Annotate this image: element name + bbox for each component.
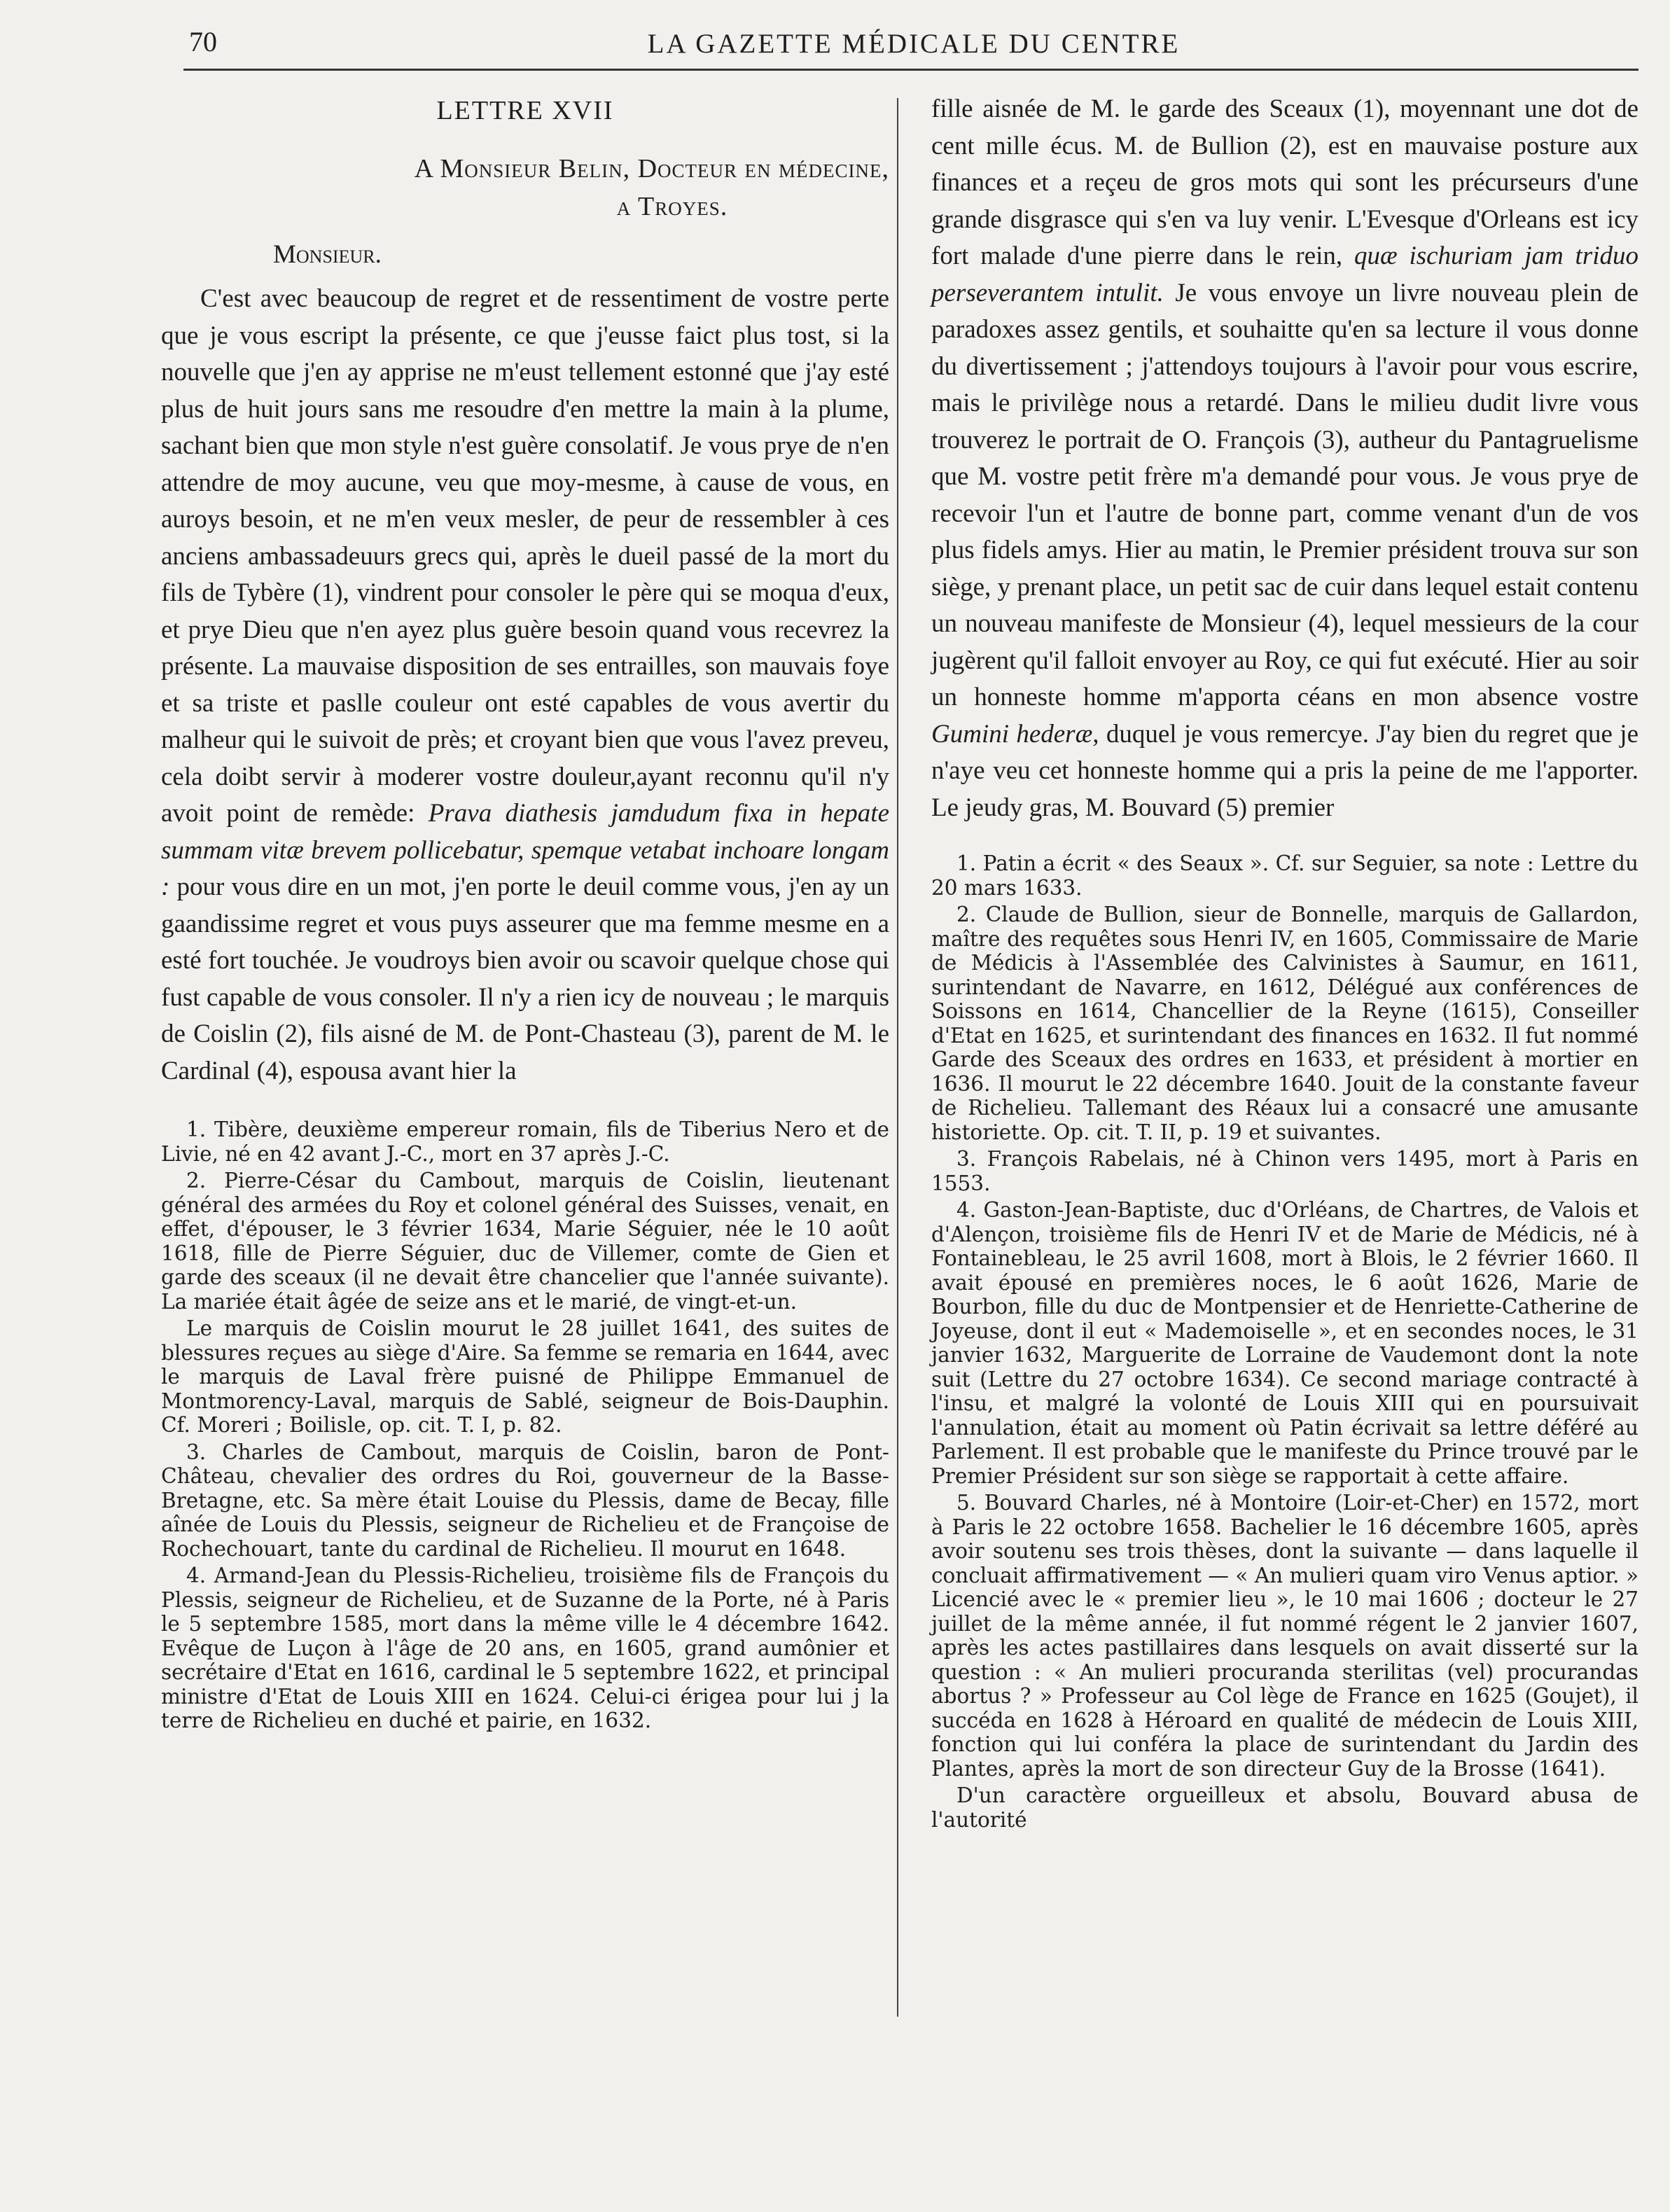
addressee-line-1: A Monsieur Belin, Docteur en médecine,: [414, 154, 889, 183]
footnote: D'un caractère orgueilleux et absolu, Bouvard abusa de l'autorité: [931, 1783, 1638, 1832]
footnote: Le marquis de Coislin mourut le 28 juillet 1641, des suites de blessures reçues au siège d'Aire. Sa femme se remaria en 1644, avec le marquis de Laval frère puisné de Philippe Emmanuel de Montmorency-Laval, marquis de Sablé, seigneur de Bois-Dauphin. Cf. Moreri ; Boilisle, op. cit. T. I, p. 82.: [161, 1316, 889, 1437]
footnote: 4. Gaston-Jean-Baptiste, duc d'Orléans, de Chartres, de Valois et d'Alençon, troisième fils de Henri IV et de Marie de Médicis, né à Fontainebleau, le 25 avril 1608, mort à Blois, le 2 février 1660. Il avait épousé en premières noces, le 6 août 1626, Marie de Bourbon, fille du duc de Montpensier et de Henriette-Catherine de Joyeuse, dont il eut « Mademoiselle », et en secondes noces, le 31 janvier 1632, Marguerite de Lorraine de Vaudemont dont la note suit (Lettre du 27 octobre 1634). Ce second mariage contracté à l'insu, et malgré la volonté de Louis XIII qui en poursuivait l'annulation, était au moment où Patin écrivait sa lettre déféré au Parlement. Il est probable que le manifeste du Prince trouvé par le Premier Président sur son siège se rapportait à cette affaire.: [931, 1198, 1638, 1488]
footnotes-left: [161, 1118, 889, 1733]
latin-quote: quæ ischuriam jam triduo perseverantem intulit.: [931, 242, 1639, 307]
footnote: 2. Pierre-César du Cambout, marquis de Coislin, lieutenant général des armées du Roy et colonel général des Suisses, venait, en effet, d'épouser, le 3 février 1634, Marie Séguier, née le 10 août 1618, fille de Pierre Séguier, duc de Villemer, comte de Gien et garde des sceaux (il ne devait être chancelier que l'année suivante). La mariée était âgée de seize ans et le marié, de vingt-et-un.: [161, 1169, 889, 1314]
salutation: Monsieur.: [273, 240, 382, 269]
footnote: 3. Charles de Cambout, marquis de Coislin, baron de Pont-Château, chevalier des ordres du Roi, gouverneur de la Basse-Bretagne, etc. Sa mère était Louise du Plessis, dame de Becay, fille aînée de Louis du Plessis, seigneur de Richelieu et de Françoise de Rochechouart, tante du cardinal de Richelieu. Il mourut en 1648.: [161, 1440, 889, 1561]
letter-title: LETTRE XVII: [436, 96, 614, 125]
body-text: C'est avec beaucoup de regret et de ressentiment de vostre perte que je vous escript la présente, ce que j'eusse faict plus tost, si la nouvelle que j'en ay apprise ne m'eust tellement estonné que j'ay esté plus de huit jours sans me resoudre d'en mettre la main à la plume, sachant bien que mon style n'est guère consolatif. Je vous prye de n'en attendre de moy aucune, veu que moy-mesme, à cause de vous, en auroys besoin, et ne m'en veux mesler, de peur de ressembler à ces anciens ambassadeuurs grecs qui, après le dueil passé de la mort du fils de Tybère (1), vindrent pour consoler le père qui se moqua d'eux, et prye Dieu que n'en ayez plus guère besoin quand vous recevrez la présente. La mauvaise disposition de ses entrailles, son mauvais foye et sa triste et paslle couleur ont esté capables de vous avertir du malheur qui le suivoit de près; et croyant bien que vous l'avez preveu, cela doibt servir à moderer vostre douleur,ayant reconnu qu'il n'y avoit point de remède:: [161, 284, 889, 828]
addressee: [161, 150, 889, 225]
body-paragraph: [931, 91, 1638, 826]
body-paragraph: [161, 281, 889, 1090]
right-column: [931, 91, 1638, 1835]
footnote: 2. Claude de Bullion, sieur de Bonnelle, marquis de Gallardon, maître des requêtes sous Henri IV, en 1605, Commissaire de Marie de Médicis à l'Assemblée des Calvinistes à Saumur, en 1611, surintendant de Navarre, en 1612, Délégué aux conférences de Soissons en 1614, Chancellier de la Reyne (1615), Conseiller d'Etat en 1625, et surintendant des finances en 1632. Il fut nommé Garde des Sceaux des ordres en 1633, et président à mortier en 1636. Il mourut le 22 décembre 1640. Jouit de la constante faveur de Richelieu. Tallemant des Réaux lui a consacré une amusante historiette. Op. cit. T. II, p. 19 et suivantes.: [931, 903, 1638, 1144]
header-rule: [183, 69, 1638, 71]
footnote: 4. Armand-Jean du Plessis-Richelieu, troisième fils de François du Plessis, seigneur de Richelieu, et de Suzanne de la Porte, né à Paris le 5 septembre 1585, mort dans la même ville le 4 décembre 1642. Evêque de Luçon à l'âge de 20 ans, en 1605, grand aumônier et secrétaire d'Etat en 1616, cardinal le 5 septembre 1622, et principal ministre d'Etat de Louis XIII en 1624. Celui-ci érigea pour lui j la terre de Richelieu en duché et pairie, en 1632.: [161, 1564, 889, 1732]
left-column: [161, 91, 889, 1736]
running-title: LA GAZETTE MÉDICALE DU CENTRE: [647, 29, 1181, 59]
letter-body-right: [931, 91, 1638, 826]
footnote: 3. François Rabelais, né à Chinon vers 1495, mort à Paris en 1553.: [931, 1147, 1638, 1195]
footnote: 5. Bouvard Charles, né à Montoire (Loir-et-Cher) en 1572, mort à Paris le 22 octobre 1658. Bachelier le 16 décembre 1605, après avoir soutenu ses trois thèses, dont la suivante — dans laquelle il concluait affirmativement — « An mulieri quam viro Venus aptior. » Licencié avec le « premier lieu », le 10 mai 1606 ; docteur le 27 juillet de la même année, il fut nommé régent le 2 janvier 1607, après les actes pastillaires dans lesquels on avait disserté sur la question : « An mulieri procuranda sterilitas (vel) procurandas abortus ? » Professeur au Col lège de France en 1625 (Goujet), il succéda en 1628 à Héroard en qualité de médecin de Louis XIII, fonction qui lui conféra la place de surintendant du Jardin des Plantes, après la mort de son directeur Guy de la Brosse (1641).: [931, 1491, 1638, 1781]
body-text: pour vous dire en un mot, j'en porte le deuil comme vous, j'en ay un gaandissime regret et vous puys asseurer que ma femme mesme en a esté fort touchée. Je voudroys bien avoir ou scavoir quelque chose qui fust capable de vous consoler. Il n'y a rien icy de nouveau ; le marquis de Coislin (2), fils aisné de M. de Pont-Chasteau (3), parent de M. le Cardinal (4), espousa avant hier la: [161, 872, 889, 1085]
footnote: 1. Patin a écrit « des Seaux ». Cf. sur Seguier, sa note : Lettre du 20 mars 1633.: [931, 851, 1638, 900]
addressee-line-2: a Troyes.: [616, 192, 728, 221]
page-number: 70: [189, 26, 217, 57]
footnotes-right: [931, 851, 1638, 1832]
body-text: Je vous envoye un livre nouveau plein de paradoxes assez gentils, et souhaitte qu'en sa lecture il vous donne du divertissement ; j'attendoys toujours à l'avoir pour vous escrire, mais le privilège nous a retardé. Dans le milieu dudit livre vous trouverez le portrait de O. François (3), autheur du Pantagruelisme que M. vostre petit frère m'a demandé pour vous. Je vous prye de recevoir l'un et l'autre de bonne part, comme venant d'un de vos plus fidels amys. Hier au matin, le Premier président trouva sur son siège, y prenant place, un petit sac de cuir dans lequel estait contenu un nouveau manifeste de Monsieur (4), lequel messieurs de la cour jugèrent qu'il falloit envoyer au Roy, ce qui fut exécuté. Hier au soir un honneste homme m'apporta céans en mon absence vostre: [931, 278, 1638, 711]
body-text: fille aisnée de M. le garde des Sceaux (1), moyennant une dot de cent mille écus. M. de Bullion (2), est en mauvaise posture aux finances et a reçeu de gros mots qui sont les précurseurs d'une grande disgrasce qui s'en va luy venir. L'Evesque d'Orleans est icy fort malade d'une pierre dans le rein,: [931, 95, 1638, 270]
page-header: [189, 25, 1638, 67]
letter-body-left: [161, 281, 889, 1090]
footnote: 1. Tibère, deuxième empereur romain, fils de Tiberius Nero et de Livie, né en 42 avant J.-C., mort en 37 après J.-C.: [161, 1118, 889, 1166]
column-divider: [897, 98, 898, 2017]
latin-quote: Prava diathesis jamdudum fixa in hepate summam vitæ brevem pollicebatur, spemque vetabat inchoare longam :: [161, 799, 889, 901]
latin-title: Gumini hederæ,: [931, 719, 1099, 749]
body-text: duquel je vous remercye. J'ay bien du regret que je n'aye veu cet honneste homme qui a pris la peine de me l'apporter. Le jeudy gras, M. Bouvard (5) premier: [931, 719, 1638, 822]
